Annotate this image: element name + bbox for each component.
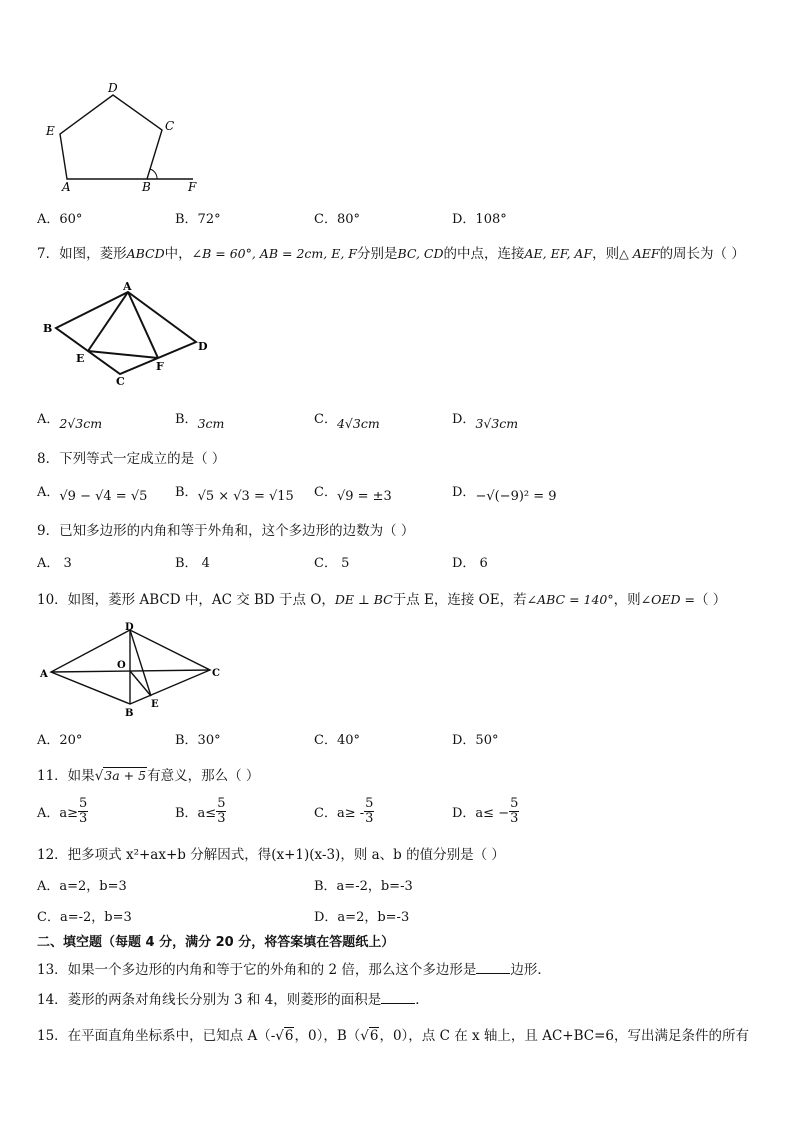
q8-option-b-value: √5 × √3 = √15 (197, 489, 294, 504)
q10-option-b[interactable]: B．30° (175, 733, 221, 748)
q7-option-b-value: 3cm (197, 416, 225, 431)
label-e: E (46, 124, 55, 138)
q15-stem (37, 1024, 749, 1044)
q10-option-a[interactable]: A．20° (37, 733, 83, 748)
q7-label-b: B (43, 322, 53, 335)
q11-option-c[interactable] (314, 797, 374, 826)
sqrt-icon: √ (360, 1028, 369, 1044)
q8-stem: 8．下列等式一定成立的是（ ） (37, 451, 226, 467)
sqrt-icon: √ (275, 1028, 284, 1044)
q9-option-c[interactable]: C． 5 (314, 556, 350, 571)
q7-label-d: D (198, 340, 208, 353)
q11-option-c-fraction: $\frac{5}{3}$ (365, 796, 374, 826)
q10-perp: DE ⊥ BC (334, 592, 393, 607)
q10-label-a: A (40, 669, 48, 680)
label-d: D (108, 81, 118, 95)
q7-line-ae (88, 292, 128, 351)
angle-arc (150, 169, 157, 179)
q15-text-1: 15．在平面直角坐标系中，已知点 A（- (37, 1028, 276, 1044)
q10-target: ∠OED = (640, 592, 695, 607)
q8-option-c-value: √9 = ±3 (336, 489, 392, 504)
q7-option-b-letter: B． (175, 412, 198, 427)
q8-option-c-letter: C． (314, 485, 337, 500)
q11-radicand: 3a + 5 (104, 768, 147, 783)
q11-option-b-fraction: $\frac{5}{3}$ (217, 796, 226, 826)
q10-text-3: ，则 (613, 592, 641, 608)
q11-option-c-letter: C．a≥ - (314, 806, 365, 821)
q11-option-a[interactable] (37, 797, 88, 826)
q7-text-1: 7．如图，菱形 (37, 246, 127, 262)
q8-option-d-letter: D． (452, 485, 476, 500)
q9-option-a[interactable]: A． 3 (37, 556, 72, 571)
q10-label-b: B (125, 708, 134, 719)
q10-rhombus-figure (38, 620, 228, 720)
q10-text-4: （ ） (694, 592, 727, 608)
q7-option-d[interactable] (452, 408, 519, 431)
q7-text-4: 的中点，连接 (443, 246, 525, 262)
q10-label-d: D (125, 622, 134, 633)
q15-radicand-2: 6 (369, 1028, 379, 1044)
label-b: B (142, 180, 151, 194)
q12-option-a[interactable]: A．a=2，b=3 (37, 879, 127, 894)
section-heading-fill-in: 二、填空题（每题 4 分，满分 20 分，将答案填在答题纸上） (37, 935, 395, 950)
q7-option-b[interactable] (175, 408, 225, 431)
q13-stem (37, 958, 551, 978)
q10-line-oe (130, 671, 151, 696)
q7-option-c[interactable] (314, 408, 380, 431)
q12-option-d[interactable]: D．a=2，b=-3 (314, 910, 410, 925)
q8-option-a-letter: A． (37, 485, 60, 500)
q7-mids: BC, CD (397, 246, 444, 261)
q13-answer-blank[interactable] (476, 961, 510, 974)
pentagon-shape (60, 95, 162, 179)
q7-rhombus-figure (38, 282, 218, 388)
q13-text-2: 边形． (510, 962, 551, 978)
q10-option-c[interactable]: C．40° (314, 733, 360, 748)
label-f: F (188, 180, 197, 194)
q8-option-c[interactable] (314, 481, 392, 504)
sqrt-icon: √ (94, 768, 104, 784)
q11-option-a-letter: A．a≥ (37, 806, 79, 821)
q7-option-a-letter: A． (37, 412, 60, 427)
q10-label-o: O (117, 660, 126, 671)
q7-text-6: 的周长为（ ） (659, 246, 745, 262)
q7-option-a[interactable] (37, 408, 103, 431)
q14-stem (37, 988, 429, 1008)
label-a: A (62, 180, 71, 194)
q8-option-a-value: √9 − √4 = √5 (59, 489, 148, 504)
q9-option-d[interactable]: D． 6 (452, 556, 488, 571)
q7-label-a: A (123, 282, 132, 293)
q8-option-d-value: −√(−9)² = 9 (475, 489, 557, 504)
q11-option-b[interactable] (175, 797, 226, 826)
q12-option-c[interactable]: C．a=-2，b=3 (37, 910, 132, 925)
q8-option-b[interactable] (175, 481, 294, 504)
q7-label-f: F (156, 360, 164, 373)
q12-option-b[interactable]: B．a=-2，b=-3 (314, 879, 413, 894)
q10-option-d[interactable]: D．50° (452, 733, 499, 748)
q7-line-ef (88, 351, 158, 358)
q8-option-a[interactable] (37, 481, 148, 504)
q15-radicand-1: 6 (284, 1028, 294, 1044)
q11-stem (37, 764, 259, 784)
q7-text-3: 分别是 (356, 246, 398, 262)
q15-text-3: ，0），点 C 在 x 轴上，且 AC+BC=6，写出满足条件的所有 (379, 1028, 749, 1044)
q11-option-d-letter: D．a≤ − (452, 806, 510, 821)
q15-text-2: ，0），B（ (294, 1028, 361, 1044)
q8-option-b-letter: B． (175, 485, 198, 500)
q10-label-e: E (151, 699, 159, 710)
q7-option-d-letter: D． (452, 412, 476, 427)
q7-option-c-letter: C． (314, 412, 337, 427)
q7-option-c-value: 4√3cm (336, 416, 380, 431)
q11-option-b-letter: B．a≤ (175, 806, 217, 821)
q10-label-c: C (212, 668, 220, 679)
q7-text-2: 中， (164, 246, 192, 262)
q13-text-1: 13．如果一个多边形的内角和等于它的外角和的 2 倍，那么这个多边形是 (37, 962, 477, 978)
q14-answer-blank[interactable] (381, 991, 415, 1004)
q7-rhombus: ABCD (126, 246, 165, 261)
q11-option-a-fraction: $\frac{5}{3}$ (79, 796, 88, 826)
q7-option-a-value: 2√3cm (59, 416, 103, 431)
q6-option-c[interactable]: C．80° (314, 212, 360, 227)
q9-stem: 9．已知多边形的内角和等于外角和，这个多边形的边数为（ ） (37, 523, 415, 539)
q10-stem (37, 588, 726, 608)
q11-option-d[interactable] (452, 797, 519, 826)
q7-triangle: △ AEF (619, 246, 660, 261)
q11-text-1: 11．如果 (37, 768, 95, 784)
q14-text-1: 14．菱形的两条对角线长分别为 3 和 4，则菱形的面积是 (37, 992, 382, 1008)
q6-option-a[interactable]: A．60° (37, 212, 83, 227)
q6-option-b[interactable]: B．72° (175, 212, 221, 227)
q12-stem: 12．把多项式 x²+ax+b 分解因式，得(x+1)(x-3)，则 a、b 的值分别是（ ） (37, 847, 505, 863)
label-c: C (165, 119, 175, 133)
q7-lines: AE, EF, AF (524, 246, 593, 261)
q10-line-de (130, 630, 151, 696)
q10-text-1: 10．如图，菱形 ABCD 中，AC 交 BD 于点 O， (37, 592, 335, 608)
q8-option-d[interactable] (452, 481, 557, 504)
q7-label-e: E (76, 352, 85, 365)
q10-angle: ∠ABC = 140° (526, 592, 614, 607)
q7-stem (37, 242, 745, 262)
q6-option-d[interactable]: D．108° (452, 212, 507, 227)
q11-option-d-fraction: $\frac{5}{3}$ (510, 796, 519, 826)
q10-text-2: 于点 E，连接 OE，若 (392, 592, 527, 608)
q11-text-2: 有意义，那么（ ） (147, 768, 260, 784)
q7-text-5: ，则 (592, 246, 620, 262)
q9-option-b[interactable]: B． 4 (175, 556, 210, 571)
q7-given: ∠B = 60°, AB = 2cm, E, F (191, 246, 357, 261)
q7-option-d-value: 3√3cm (475, 416, 519, 431)
q7-label-c: C (116, 375, 125, 388)
q14-text-2: ． (415, 992, 429, 1008)
pentagon-figure (40, 78, 210, 196)
